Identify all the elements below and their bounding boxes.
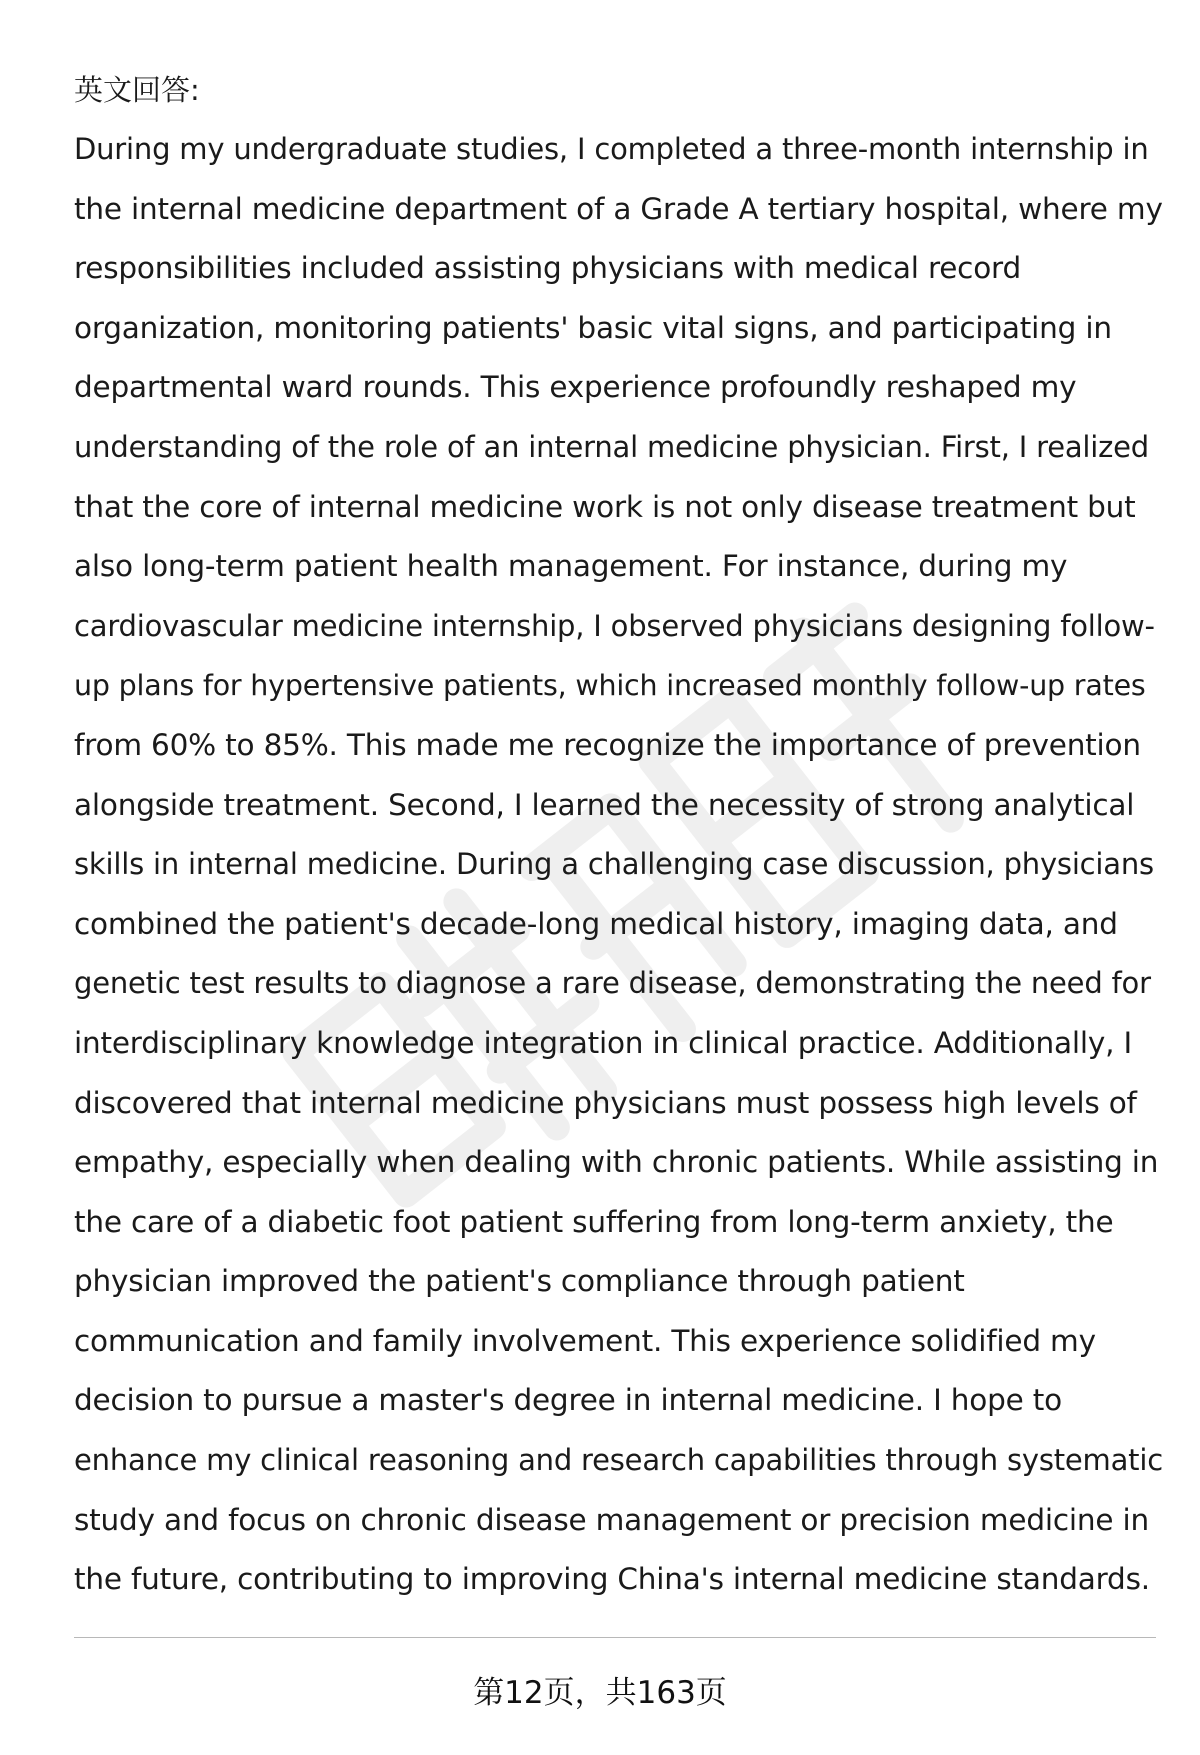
body-line: physician improved the patient's compliance through patient xyxy=(74,1264,965,1299)
body-line: genetic test results to diagnose a rare disease, demonstrating the need for xyxy=(74,966,1151,1001)
body-line: the future, contributing to improving China's internal medicine standards. xyxy=(74,1562,1150,1597)
body-line: the internal medicine department of a Grade A tertiary hospital, where my xyxy=(74,191,1163,226)
body-line: that the core of internal medicine work is not only disease treatment but xyxy=(74,489,1136,524)
answer-heading: 英文回答: xyxy=(74,73,200,107)
body-line: responsibilities included assisting physicians with medical record xyxy=(74,251,1021,286)
page-number: 第12页，共163页 xyxy=(473,1675,727,1711)
body-line: decision to pursue a master's degree in internal medicine. I hope to xyxy=(74,1383,1062,1418)
body-line: discovered that internal medicine physicians must possess high levels of xyxy=(74,1085,1137,1120)
body-line: communication and family involvement. This experience solidified my xyxy=(74,1323,1096,1358)
body-line: departmental ward rounds. This experience profoundly reshaped my xyxy=(74,370,1077,405)
body-line: organization, monitoring patients' basic vital signs, and participating in xyxy=(74,310,1112,345)
body-line: the care of a diabetic foot patient suffering from long-term anxiety, the xyxy=(74,1204,1114,1239)
body-line: skills in internal medicine. During a challenging case discussion, physicians xyxy=(74,847,1154,882)
body-line: also long-term patient health management. For instance, during my xyxy=(74,549,1068,584)
body-line: from 60% to 85%. This made me recognize the importance of prevention xyxy=(74,727,1141,762)
body-line: understanding of the role of an internal medicine physician. First, I realized xyxy=(74,429,1150,464)
body-line: interdisciplinary knowledge integration in clinical practice. Additionally, I xyxy=(74,1025,1132,1060)
answer-body xyxy=(74,120,1164,1610)
body-line: up plans for hypertensive patients, which increased monthly follow-up rates xyxy=(74,669,1146,703)
body-line: empathy, especially when dealing with chronic patients. While assisting in xyxy=(74,1145,1159,1180)
body-line: alongside treatment. Second, I learned the necessity of strong analytical xyxy=(74,787,1135,822)
body-line: enhance my clinical reasoning and research capabilities through systematic xyxy=(74,1443,1163,1478)
body-line: combined the patient's decade-long medical history, imaging data, and xyxy=(74,906,1118,941)
body-line: During my undergraduate studies, I completed a three-month internship in xyxy=(74,132,1149,166)
body-line: cardiovascular medicine internship, I observed physicians designing follow- xyxy=(74,608,1155,643)
footer-divider xyxy=(74,1637,1156,1638)
body-line: study and focus on chronic disease management or precision medicine in xyxy=(74,1502,1149,1537)
